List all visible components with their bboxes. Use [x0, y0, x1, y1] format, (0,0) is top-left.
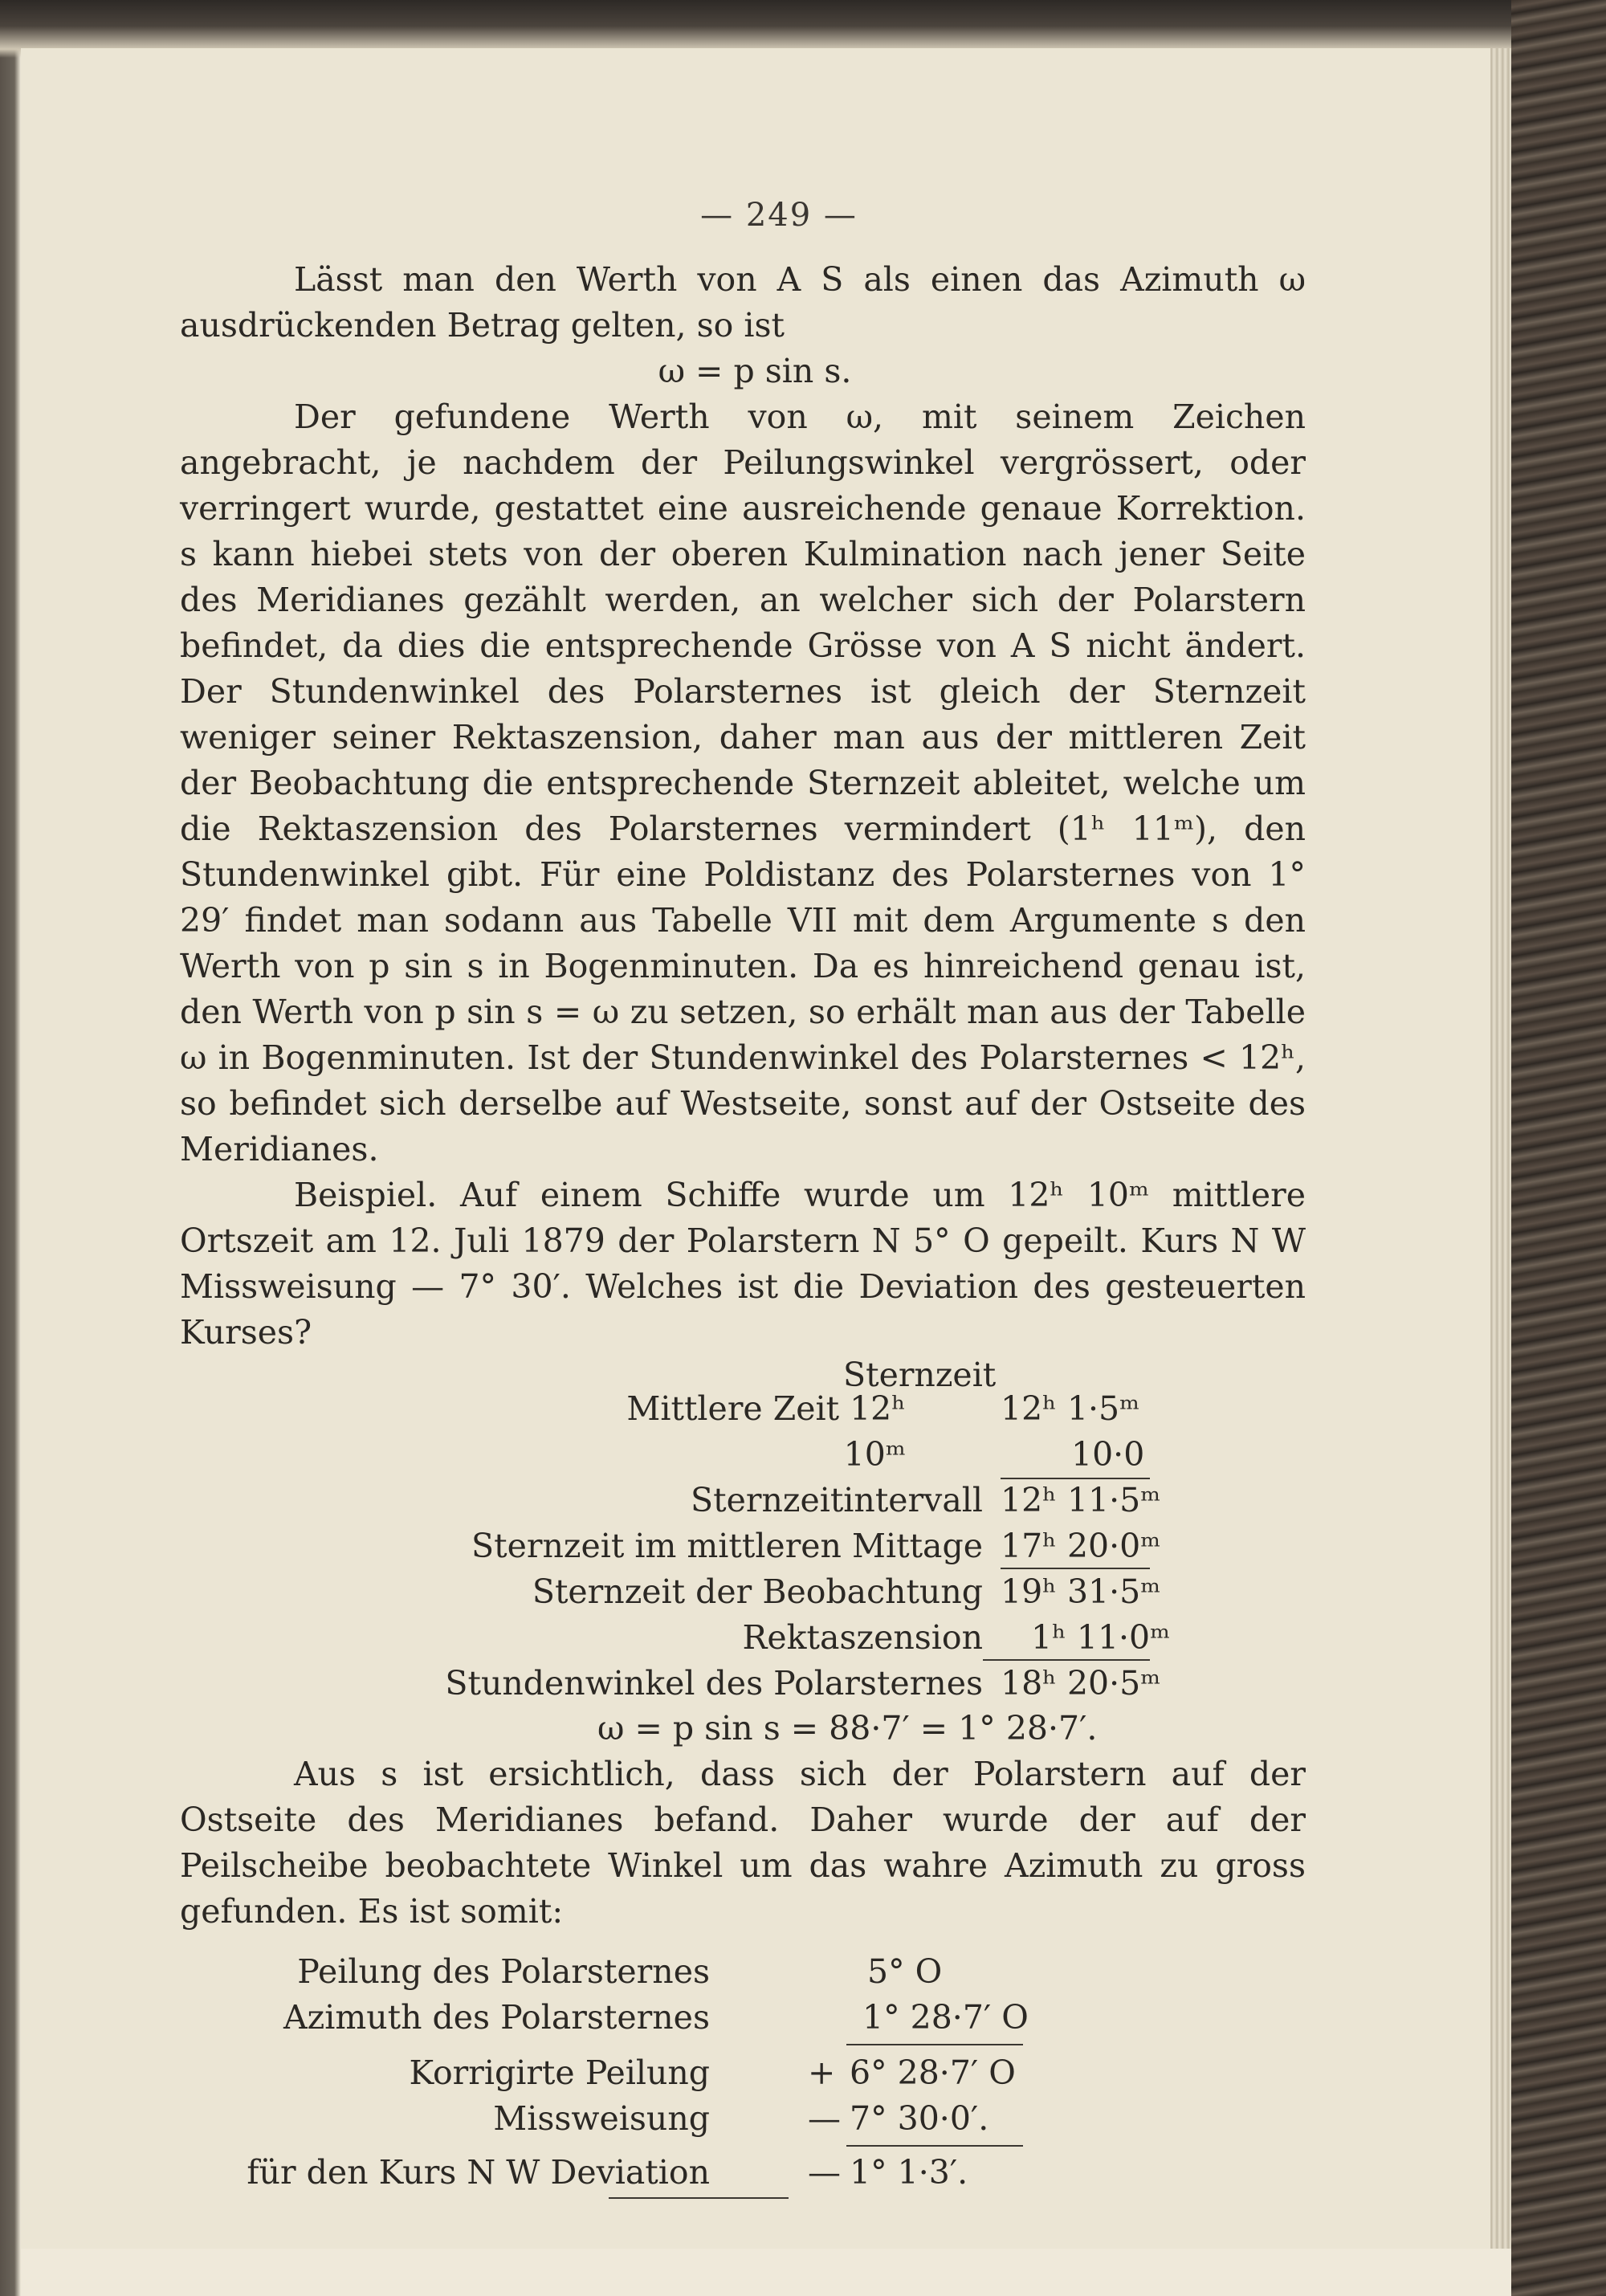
computation-value: 1ʰ 11·0ᵐ — [1031, 1618, 1171, 1657]
time-computation — [180, 1357, 1306, 1706]
formula-result: ω = p sin s = 88·7′ = 1° 28·7′. — [597, 1709, 1098, 1747]
difference-rule — [846, 2145, 1023, 2147]
computation-header: Sternzeit — [843, 1356, 997, 1394]
computation-label: Rektaszension — [742, 1618, 983, 1657]
book-page — [21, 48, 1490, 2249]
bearing-value: 7° 30·0′. — [850, 2099, 989, 2138]
bearing-sign: — — [808, 2099, 841, 2138]
computation-value: 18ʰ 20·5ᵐ — [1001, 1664, 1161, 1703]
computation-row — [180, 1615, 1306, 1661]
text-block — [180, 191, 1306, 2229]
computation-value: 17ʰ 20·0ᵐ — [1001, 1527, 1161, 1565]
computation-value: 12ʰ 1·5ᵐ — [1001, 1389, 1140, 1428]
computation-row — [180, 1661, 1306, 1707]
bearing-sign: + — [808, 2053, 836, 2092]
computation-value: 19ʰ 31·5ᵐ — [1001, 1572, 1161, 1611]
bearing-value: 1° 1·3′. — [850, 2153, 968, 2192]
bearing-label: Azimuth des Polarsternes — [283, 1998, 710, 2037]
bearing-sign: — — [808, 2153, 841, 2192]
computation-row — [180, 1569, 1306, 1615]
computation-value: 12ʰ 11·5ᵐ — [1001, 1481, 1161, 1519]
bearing-row — [180, 1995, 1306, 2041]
computation-label: Sternzeit im mittleren Mittage — [471, 1527, 983, 1565]
bearing-value: 6° 28·7′ O — [850, 2053, 1016, 2092]
bearing-label: für den Kurs N W Deviation — [247, 2153, 710, 2192]
paragraph-1: Lässt man den Werth von A S als einen das Azimuth ω ausdrückenden Betrag gelten, so ist — [180, 260, 1306, 345]
paragraph-example: Beispiel. Auf einem Schiffe wurde um 12ʰ 10ᵐ mittlere Ortszeit am 12. Juli 1879 der Polarstern N 5° O gepeilt. Kurs N W Missweisung — 7° 30′. Welches ist die Deviation des gesteuerten Kurses? — [180, 1176, 1306, 1352]
book-binding — [1511, 0, 1606, 2296]
paragraph-2: Der gefundene Werth von ω, mit seinem Zeichen angebracht, je nachdem der Peilungswinkel vergrössert, oder verringert wurde, gestattet eine ausreichende genaue Korrektion. s kann hiebei stets von der oberen Kulmination nach jener Seite des Meridianes gezählt werden, an welcher sich der Polarstern befindet, da dies die entsprechende Grösse von A S nicht ändert. Der Stundenwinkel des Polarsternes ist gleich der Sternzeit weniger seiner Rektaszension, daher man aus der mittleren Zeit der Beobachtung die entsprechende Sternzeit ableitet, welche um die Rektaszension des Polarsternes vermindert (1ʰ 11ᵐ), den Stundenwinkel gibt. Für eine Poldistanz des Polarsternes von 1° 29′ findet man sodann aus Tabelle VII mit dem Argumente s den Werth von p sin s in Bogenminuten. Da es hinreichend genau ist, den Werth von p sin s = ω zu setzen, so erhält man aus der Tabelle ω in Bogenminuten. Ist der Stundenwinkel des Polarsternes < 12ʰ, so befindet sich derselbe auf Westseite, sonst auf der Ostseite des Meridianes. — [180, 398, 1306, 1168]
footer-rule — [609, 2197, 789, 2199]
computation-label: 10ᵐ — [843, 1435, 906, 1474]
bearing-row — [180, 1949, 1306, 1995]
formula-omega: ω = p sin s. — [658, 352, 852, 390]
bearing-label: Korrigirte Peilung — [409, 2053, 710, 2092]
computation-label: Mittlere Zeit 12ʰ — [626, 1389, 906, 1428]
page-number: — 249 — — [700, 197, 858, 234]
bearing-row — [180, 2096, 1306, 2142]
sum-rule — [846, 2044, 1023, 2045]
bearing-label: Missweisung — [493, 2099, 710, 2138]
computation-row — [180, 1478, 1306, 1523]
computation-label: Sternzeit der Beobachtung — [532, 1572, 983, 1611]
computation-label: Stundenwinkel des Polarsternes — [445, 1664, 983, 1703]
bearing-correction-table — [180, 1938, 1306, 2229]
computation-row — [180, 1386, 1306, 1432]
bearing-row — [180, 2150, 1306, 2196]
paragraph-conclusion: Aus s ist ersichtlich, dass sich der Polarstern auf der Ostseite des Meridianes befand. Daher wurde der auf der Peilscheibe beobachtete Winkel um das wahre Azimuth zu gross gefunden. Es ist somit: — [180, 1755, 1306, 1931]
computation-row — [180, 1432, 1306, 1478]
bearing-label: Peilung des Polarsternes — [297, 1952, 710, 1991]
computation-value: 10·0 — [1071, 1435, 1145, 1474]
bearing-value: 1° 28·7′ O — [862, 1998, 1029, 2037]
bearing-row — [180, 2050, 1306, 2096]
bearing-value: 5° O — [867, 1952, 943, 1991]
computation-row — [180, 1523, 1306, 1569]
computation-label: Sternzeitintervall — [691, 1481, 983, 1519]
